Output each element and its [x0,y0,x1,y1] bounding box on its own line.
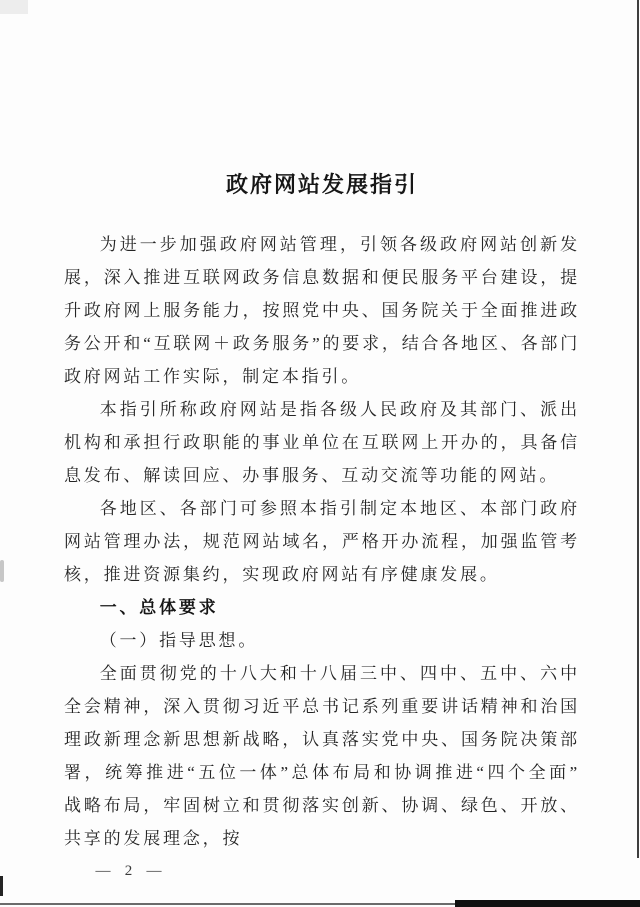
paragraph-scope: 各地区、各部门可参照本指引制定本地区、本部门政府网站管理办法，规范网站域名，严格开办流程，加强监管考核，推进资源集约，实现政府网站有序健康发展。 [64,499,580,584]
section-heading: 一、总体要求 [99,598,219,617]
page-number: — 2 — [95,863,167,879]
section-subheading: （一）指导思想。 [99,631,259,650]
paragraph-intro: 为进一步加强政府网站管理，引领各级政府网站创新发展，深入推进互联网政务信息数据和便民服务平台建设，提升政府网上服务能力，按照党中央、国务院关于全面推进政务公开和“互联网＋政务服务”的要求，结合各地区、各部门政府网站工作实际，制定本指引。 [64,235,580,386]
section-body: 全面贯彻党的十八大和十八届三中、四中、五中、六中全会精神，深入贯彻习近平总书记系列重要讲话精神和治国理政新理念新思想新战略，认真落实党中央、国务院决策部署，统筹推进“五位一体”总体布局和协调推进“四个全面”战略布局，牢固树立和贯彻落实创新、协调、绿色、开放、共享的发展理念，按 [64,664,580,848]
document-title: 政府网站发展指引 [225,172,418,197]
scan-edge-bottom-thin-line [0,903,470,905]
paragraph-definition: 本指引所称政府网站是指各级人民政府及其部门、派出机构和承担行政职能的事业单位在互联网上开办的，具备信息发布、解读回应、办事服务、互动交流等功能的网站。 [64,400,580,485]
scan-edge-bottom-thick-band [455,900,640,907]
